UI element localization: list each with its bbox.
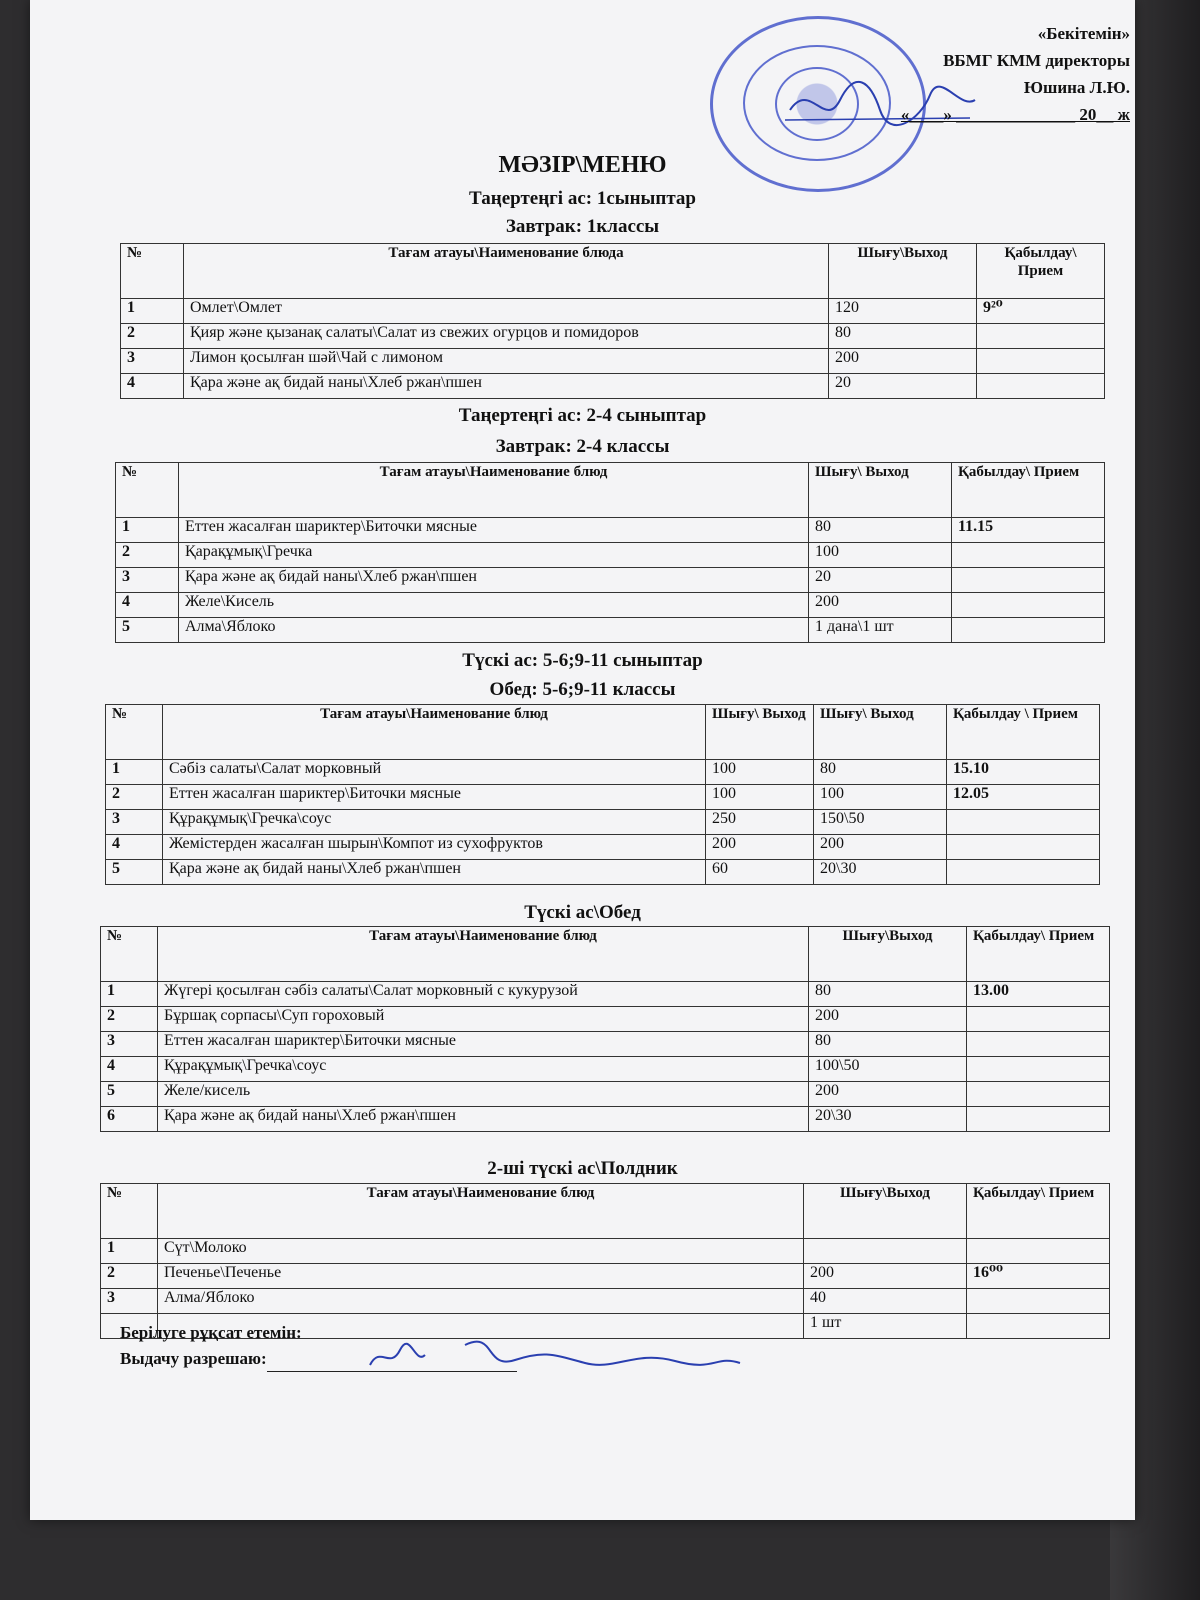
- table-row: 1 Омлет\Омлет 120 9²⁰: [121, 299, 1105, 324]
- table-row: 5 Алма\Яблоко 1 дана\1 шт: [116, 618, 1105, 643]
- table-row: 3 Еттен жасалған шариктер\Биточки мясные 80: [101, 1032, 1110, 1057]
- col-reception: Қабылдау\ Прием: [967, 927, 1110, 982]
- col-reception: Қабылдау\ Прием: [967, 1184, 1110, 1239]
- col-number: №: [106, 705, 163, 760]
- col-number: №: [101, 1184, 158, 1239]
- footer-line-ru: Выдачу разрешаю:: [120, 1349, 267, 1368]
- col-dish-name: Тағам атауы\Наименование блюд: [163, 705, 706, 760]
- table-row: 5 Желе/кисель 200: [101, 1082, 1110, 1107]
- table-row: 1 шт: [101, 1314, 1110, 1339]
- table-row: 6 Қара және ақ бидай наны\Хлеб ржан\пшен 20\30: [101, 1107, 1110, 1132]
- table-row: 4 Жемістерден жасалған шырын\Компот из сухофруктов 200 200: [106, 835, 1100, 860]
- col-output: Шығу\Выход: [809, 927, 967, 982]
- afternoon-snack-table: [100, 1183, 1110, 1339]
- section3-title-kz: Түскі ас: 5-6;9-11 сыныптар: [462, 650, 703, 671]
- table-row: 2 Печенье\Печенье 200 16⁰⁰: [101, 1264, 1110, 1289]
- approval-line-3: Юшина Л.Ю.: [1023, 78, 1130, 97]
- section5-title: 2-ші түскі ас\Полдник: [487, 1158, 678, 1179]
- col-output: Шығу\Выход: [804, 1184, 967, 1239]
- table-header-row: [101, 927, 1110, 982]
- table-row: 3 Қара және ақ бидай наны\Хлеб ржан\пшен 20: [116, 568, 1105, 593]
- approval-line-2: ВБМГ КММ директоры: [943, 51, 1130, 70]
- col-reception: Қабылдау\ Прием: [977, 244, 1105, 299]
- page-title: МӘЗІР\МЕНЮ: [498, 152, 667, 178]
- col-dish-name: Тағам атауы\Наименование блюд: [158, 1184, 804, 1239]
- col-number: №: [121, 244, 184, 299]
- approval-block: [901, 20, 1130, 128]
- table-row: 1 Жүгері қосылған сәбіз салаты\Салат морковный с кукурузой 80 13.00: [101, 982, 1110, 1007]
- section1-title-ru: Завтрак: 1классы: [505, 216, 660, 237]
- table-row: 4 Желе\Кисель 200: [116, 593, 1105, 618]
- table-row: 3 Алма/Яблоко 40: [101, 1289, 1110, 1314]
- table-row: 2 Бұршақ сорпасы\Суп гороховый 200: [101, 1007, 1110, 1032]
- table-row: 1 Сәбіз салаты\Салат морковный 100 80 15.10: [106, 760, 1100, 785]
- col-number: №: [116, 463, 179, 518]
- approval-date: «____» ______________ 20__ ж: [900, 105, 1130, 124]
- table-row: 2 Қияр және қызанақ салаты\Салат из свежих огурцов и помидоров 80: [121, 324, 1105, 349]
- col-reception: Қабылдау \ Прием: [947, 705, 1100, 760]
- col-number: №: [101, 927, 158, 982]
- table-row: 2 Еттен жасалған шариктер\Биточки мясные 100 100 12.05: [106, 785, 1100, 810]
- col-dish-name: Тағам атауы\Наименование блюда: [184, 244, 829, 299]
- col-output-1: Шығу\ Выход: [706, 705, 814, 760]
- table-row: 4 Қара және ақ бидай наны\Хлеб ржан\пшен 20: [121, 374, 1105, 399]
- col-dish-name: Тағам атауы\Наименование блюд: [179, 463, 809, 518]
- lunch-table: [100, 926, 1110, 1132]
- breakfast-grade1-table: [120, 243, 1105, 399]
- table-row: 3 Құрақұмық\Гречка\соус 250 150\50: [106, 810, 1100, 835]
- table-row: 1 Еттен жасалған шариктер\Биточки мясные 80 11.15: [116, 518, 1105, 543]
- table-row: 2 Қарақұмық\Гречка 100: [116, 543, 1105, 568]
- col-output: Шығу\ Выход: [809, 463, 952, 518]
- lunch-grade5-11-table: [105, 704, 1100, 885]
- table-header-row: [101, 1184, 1110, 1239]
- table-header-row: [116, 463, 1105, 518]
- approval-line-1: «Бекітемін»: [1037, 24, 1130, 43]
- section2-title-ru: Завтрак: 2-4 классы: [495, 436, 670, 457]
- col-output: Шығу\Выход: [829, 244, 977, 299]
- section2-title-kz: Таңертеңгі ас: 2-4 сыныптар: [458, 405, 707, 426]
- col-reception: Қабылдау\ Прием: [952, 463, 1105, 518]
- section4-title: Түскі ас\Обед: [524, 902, 641, 923]
- table-row: 1 Сүт\Молоко: [101, 1239, 1110, 1264]
- breakfast-grade2-4-table: [115, 462, 1105, 643]
- footer-line-kz: Берілуге рұқсат етемін:: [120, 1323, 302, 1342]
- table-row: 3 Лимон қосылған шәй\Чай с лимоном 200: [121, 349, 1105, 374]
- col-dish-name: Тағам атауы\Наименование блюд: [158, 927, 809, 982]
- issuer-signature: [355, 1325, 755, 1385]
- section1-title-kz: Таңертеңгі ас: 1сыныптар: [469, 188, 696, 209]
- table-header-row: [121, 244, 1105, 299]
- table-row: 4 Құрақұмық\Гречка\соус 100\50: [101, 1057, 1110, 1082]
- section3-title-ru: Обед: 5-6;9-11 классы: [489, 679, 676, 700]
- table-header-row: [106, 705, 1100, 760]
- col-output-2: Шығу\ Выход: [814, 705, 947, 760]
- table-row: 5 Қара және ақ бидай наны\Хлеб ржан\пшен 60 20\30: [106, 860, 1100, 885]
